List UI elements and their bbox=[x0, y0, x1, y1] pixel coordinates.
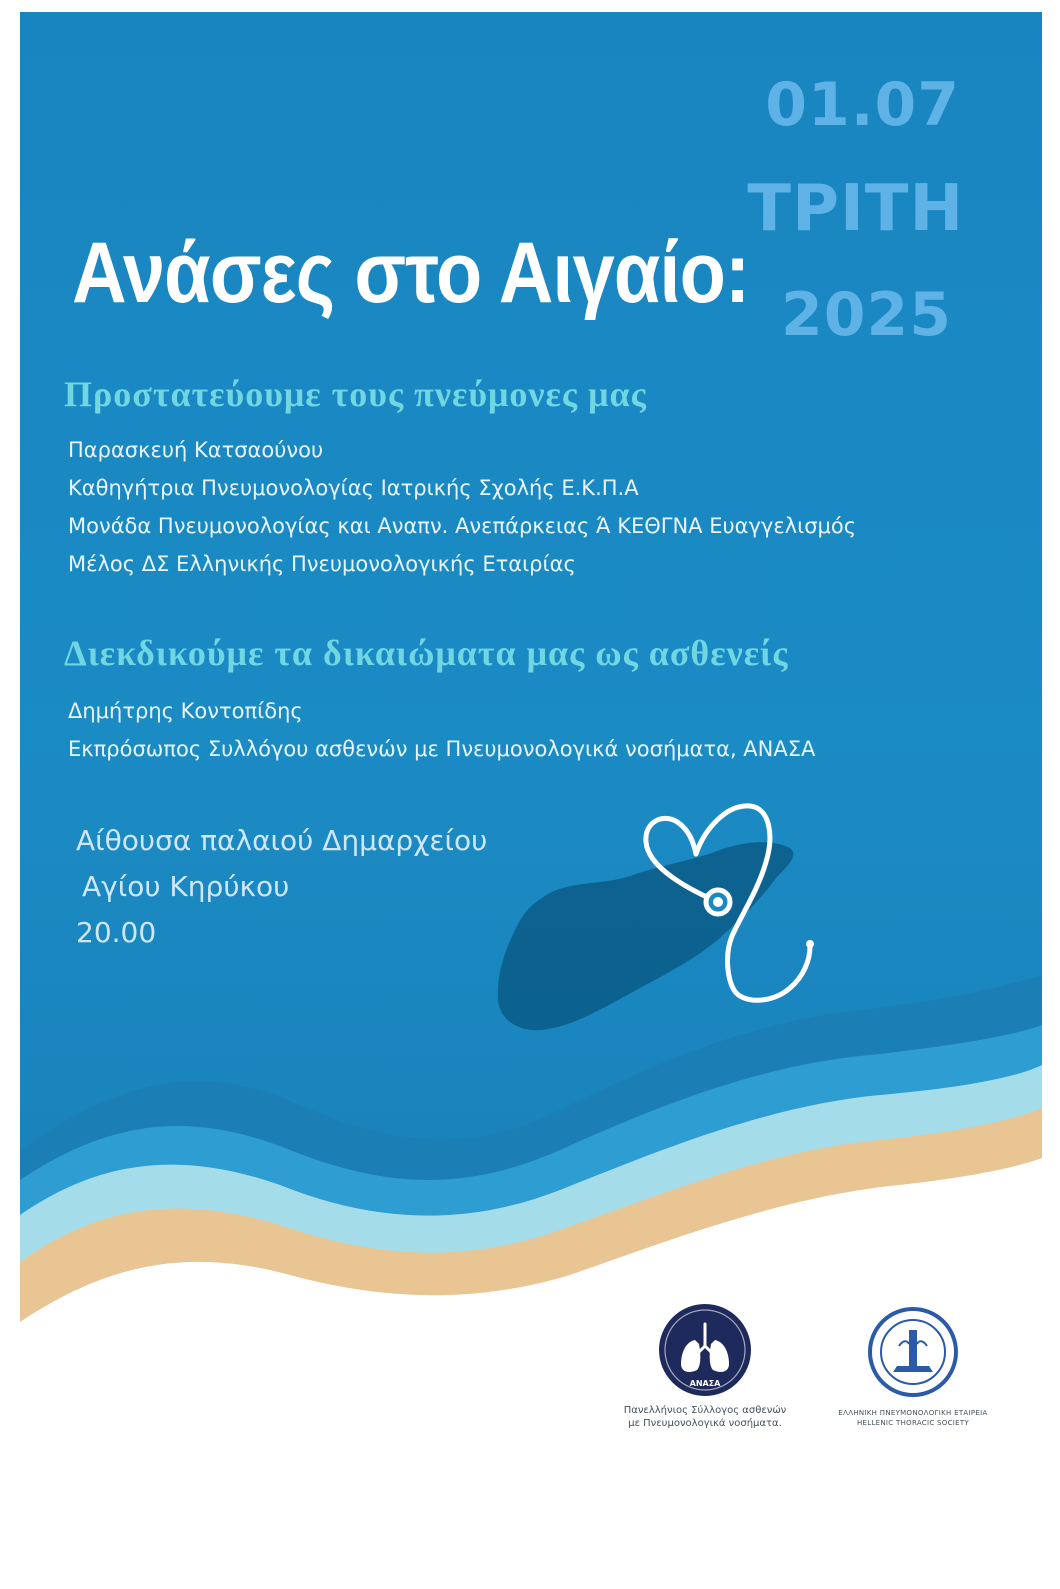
hellenic-thoracic-society-logo bbox=[808, 1306, 1018, 1428]
speaker-2-title: Εκπρόσωπος Συλλόγου ασθενών με Πνευμονολογικά νοσήματα, ΑΝΑΣΑ bbox=[68, 737, 816, 761]
speaker-1-unit: Μονάδα Πνευμονολογίας και Αναπν. Ανεπάρκειας Ά ΚΕΘΓΝΑ Ευαγγελισμός bbox=[68, 514, 857, 538]
hts-caption bbox=[808, 1408, 1018, 1428]
anasa-caption bbox=[600, 1404, 810, 1430]
island-stethoscope-illustration bbox=[480, 790, 840, 1050]
anasa-caption-line-2: με Πνευμονολογικά νοσήματα. bbox=[628, 1418, 782, 1429]
event-time: 20.00 bbox=[76, 916, 157, 949]
speaker-2-details bbox=[68, 692, 815, 768]
event-year: 2025 bbox=[781, 280, 952, 350]
hts-seal-icon bbox=[867, 1306, 959, 1398]
anasa-caption-line-1: Πανελλήνιος Σύλλογος ασθενών bbox=[623, 1405, 787, 1416]
hts-caption-line-1: ΕΛΛΗΝΙΚΗ ΠΝΕΥΜΟΝΟΛΟΓΙΚΗ ΕΤΑΙΡΕΙΑ bbox=[838, 1409, 988, 1417]
event-date: 01.07 bbox=[765, 70, 960, 140]
speaker-1-membership: Μέλος ΔΣ Ελληνικής Πνευμονολογικής Εταιρίας bbox=[68, 552, 576, 576]
speaker-1-details bbox=[68, 431, 856, 583]
speaker-1-name: Παρασκευή Κατσαούνου bbox=[68, 438, 324, 462]
anasa-logo bbox=[600, 1302, 810, 1430]
section-2-heading: Διεκδικούμε τα δικαιώματα μας ως ασθενείς bbox=[64, 633, 789, 673]
section-1-heading: Προστατεύουμε τους πνεύμονες μας bbox=[64, 374, 647, 414]
event-weekday: ΤΡΙΤΗ bbox=[747, 172, 964, 246]
speaker-2-name: Δημήτρης Κοντοπίδης bbox=[68, 699, 303, 723]
anasa-badge-text: ΑΝΑΣΑ bbox=[689, 1379, 721, 1388]
speaker-1-title: Καθηγήτρια Πνευμονολογίας Ιατρικής Σχολής Ε.Κ.Π.Α bbox=[68, 476, 639, 500]
venue-town: Αγίου Κηρύκου bbox=[82, 870, 290, 903]
hts-caption-line-2: HELLENIC THORACIC SOCIETY bbox=[856, 1419, 970, 1427]
anasa-lungs-icon bbox=[657, 1302, 753, 1398]
poster-title: Ανάσες στο Αιγαίο: bbox=[72, 225, 750, 321]
venue-hall: Αίθουσα παλαιού Δημαρχείου bbox=[76, 824, 488, 857]
venue-block bbox=[76, 818, 487, 956]
